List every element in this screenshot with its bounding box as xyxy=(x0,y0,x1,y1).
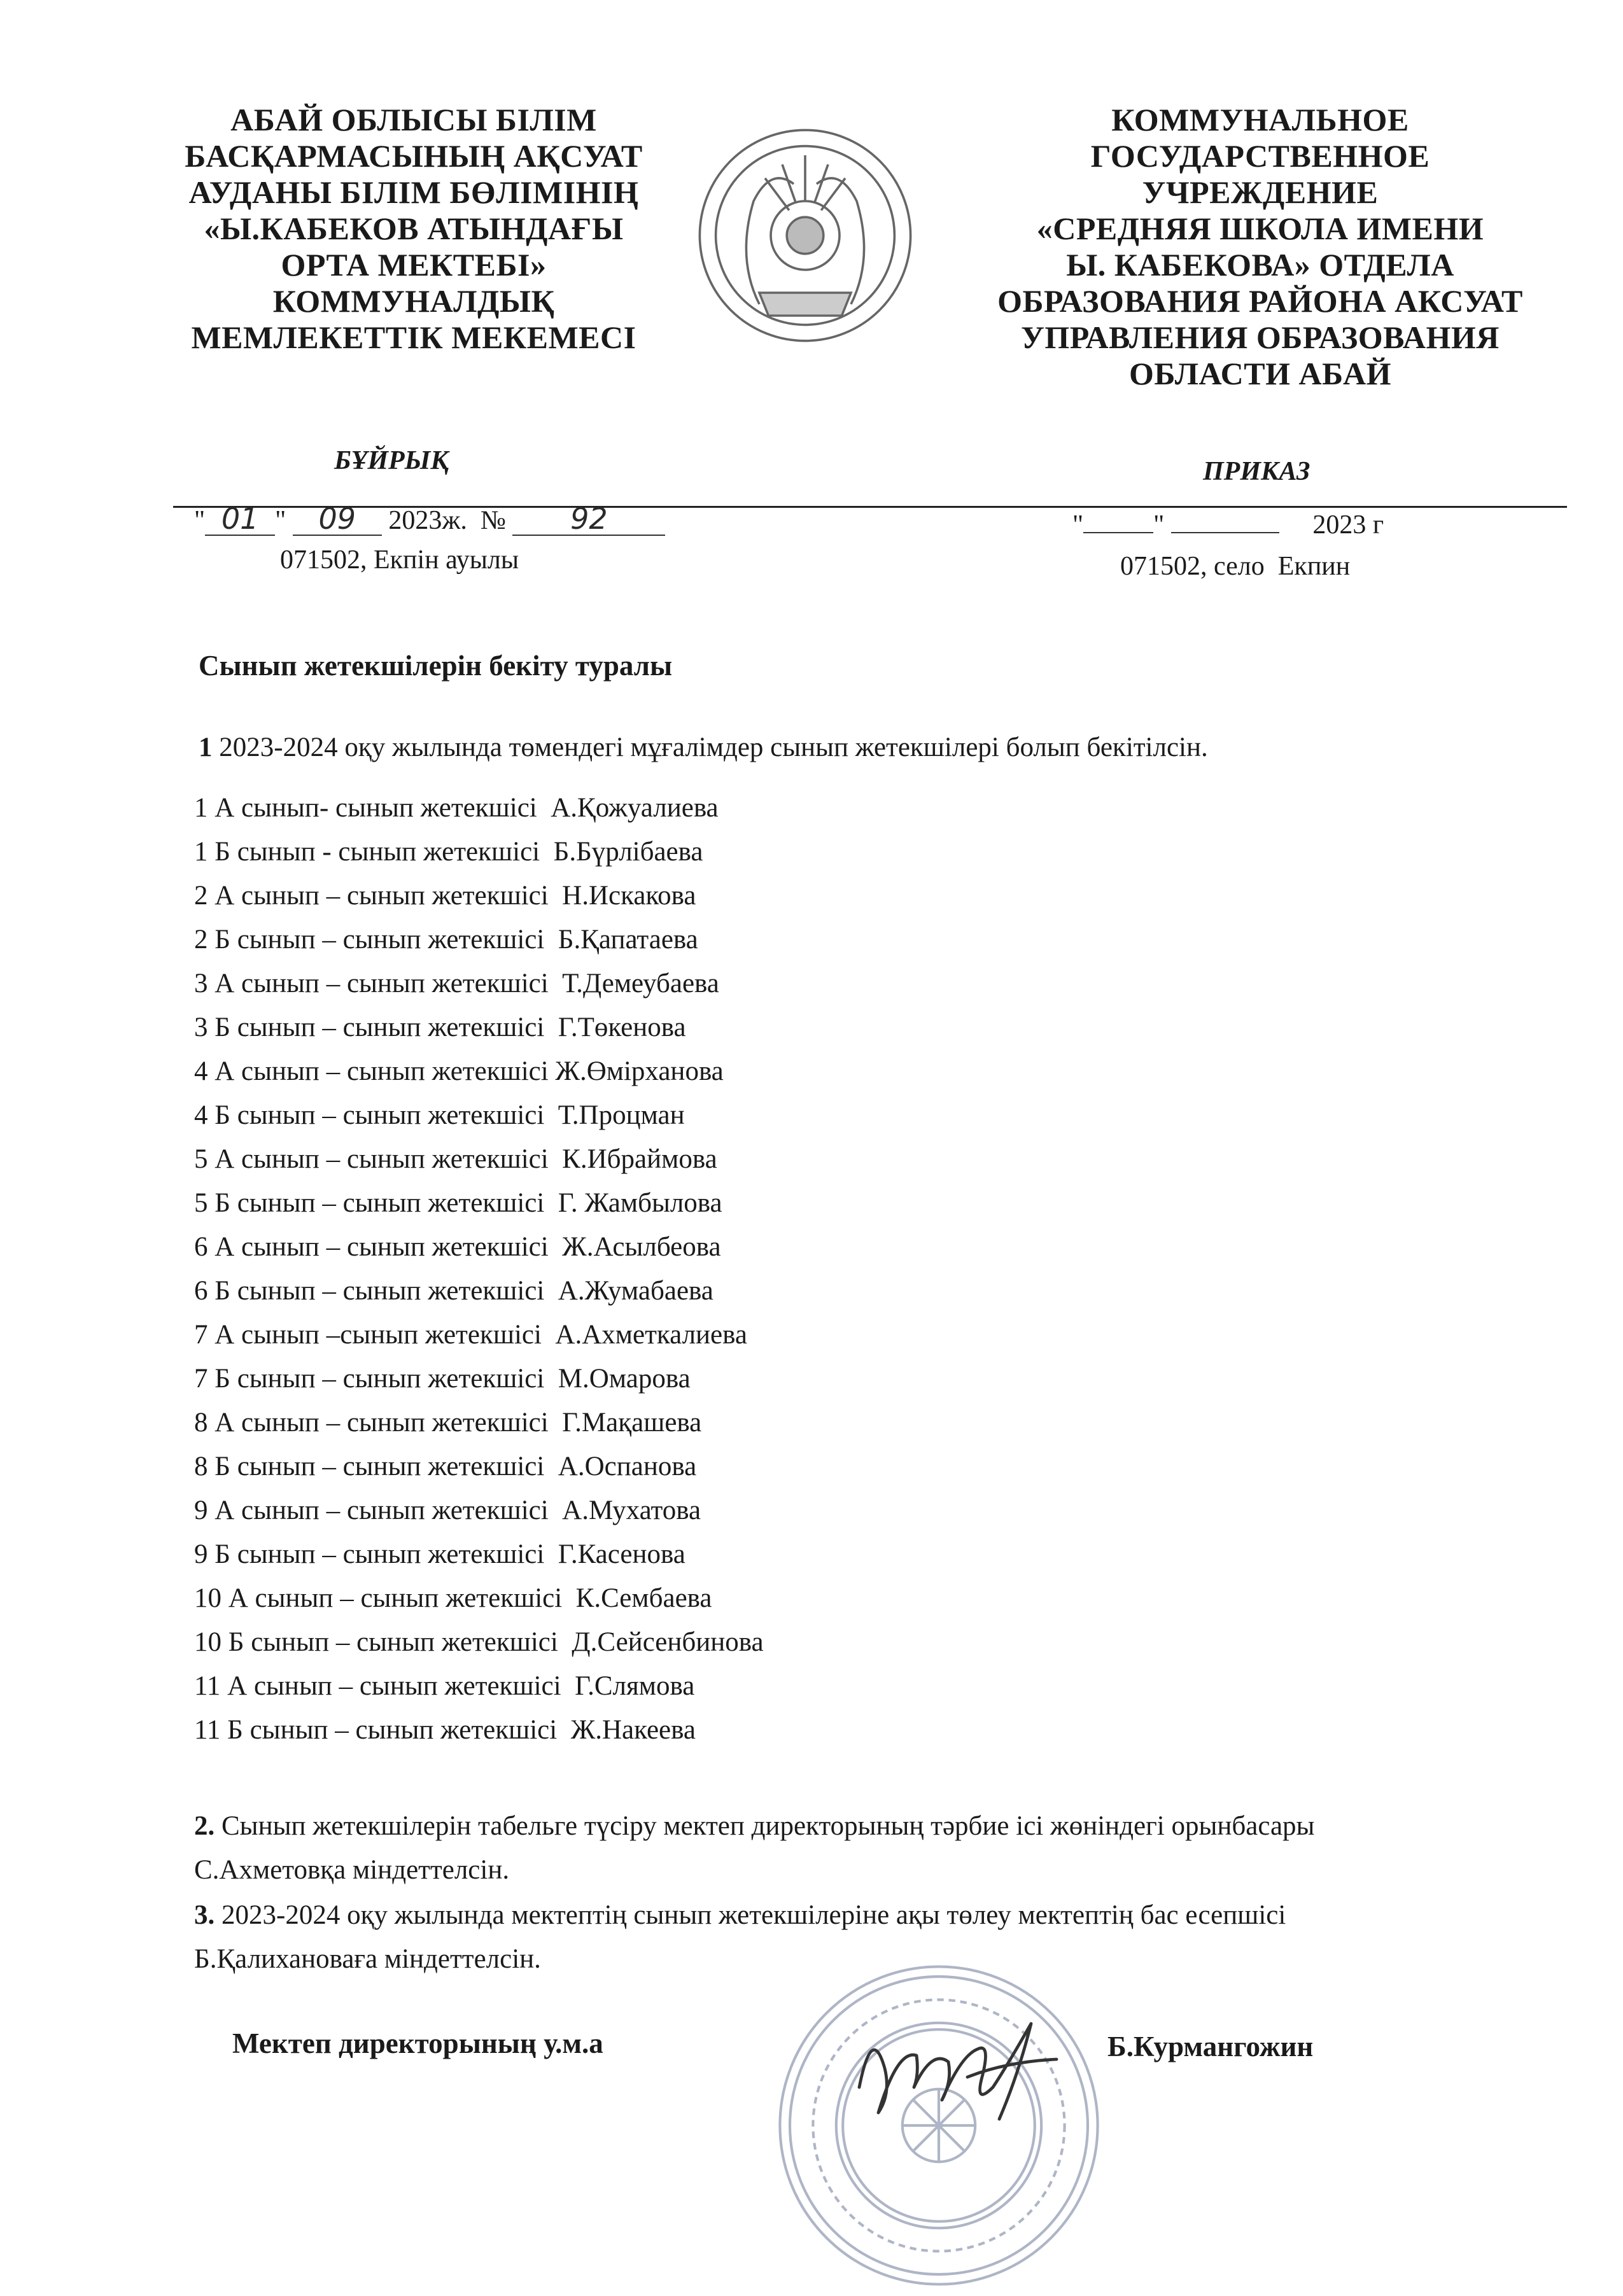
assignment-item: 9 А сынып – сынып жетекшісі А.Мухатова xyxy=(194,1495,701,1525)
signer-title: Мектеп директорының у.м.а xyxy=(232,2027,603,2059)
date-year: 2023ж. xyxy=(388,506,467,535)
assignment-item: 8 А сынып – сынып жетекшісі Г.Мақашева xyxy=(194,1408,702,1438)
signer-name: Б.Курмангожин xyxy=(1107,2031,1314,2062)
assignment-item: 7 Б сынып – сынып жетекшісі М.Омарова xyxy=(194,1364,691,1394)
assignment-item: 4 А сынып – сынып жетекшісі Ж.Өмірханова xyxy=(194,1056,724,1086)
header-kazakh: АБАЙ ОБЛЫСЫ БІЛІМ БАСҚАРМАСЫНЫҢ АҚСУАТ АУДАНЫ БІЛІМ БӨЛІМІНІҢ «Ы.КАБЕКОВ АТЫНДАҒЫ ОРТА МЕКТЕБІ» КОММУНАЛДЫҚ МЕМЛЕКЕТТІК МЕКЕМЕСІ xyxy=(185,102,643,355)
date-year-russian: 2023 г xyxy=(1312,510,1384,540)
assignment-item: 2 Б сынып – сынып жетекшісі Б.Қапатаева xyxy=(194,925,698,955)
assignment-item: 6 А сынып – сынып жетекшісі Ж.Асылбеова xyxy=(194,1232,721,1262)
place-russian: 071502, село Екпин xyxy=(1120,552,1351,581)
date-day: 01 xyxy=(205,503,275,536)
document-title: Сынып жетекшілерін бекіту туралы xyxy=(199,650,673,682)
state-emblem-icon xyxy=(691,121,920,350)
place-kazakh: 071502, Екпін ауылы xyxy=(280,545,519,575)
header-russian: КОММУНАЛЬНОЕ ГОСУДАРСТВЕННОЕ УЧРЕЖДЕНИЕ «СРЕДНЯЯ ШКОЛА ИМЕНИ Ы. КАБЕКОВА» ОТДЕЛА ОБРАЗОВАНИЯ РАЙОНА АКСУАТ УПРАВЛЕНИЯ ОБРАЗОВАНИЯ ОБЛАСТИ АБАЙ xyxy=(997,102,1523,391)
order-item-1: 1 2023-2024 оқу жылында төмендегі мұғалімдер сынып жетекшілері болып бекітілсін. xyxy=(199,732,1208,762)
assignment-item: 9 Б сынып – сынып жетекшісі Г.Касенова xyxy=(194,1539,685,1569)
order-item-2: 2. Сынып жетекшілерін табельге түсіру мектеп директорының тәрбие ісі жөніндегі орынбасары С.Ахметовқа міндеттелсін. xyxy=(194,1811,1315,1885)
order-word-kazakh: БҰЙРЫҚ xyxy=(334,446,449,475)
assignment-item: 5 Б сынып – сынып жетекшісі Г. Жамбылова xyxy=(194,1188,722,1218)
order-date-kazakh: " 01 " 09 2023ж. № 92 xyxy=(194,503,665,536)
teacher-assignment-list xyxy=(194,786,764,1752)
assignment-item: 2 А сынып – сынып жетекшісі Н.Искакова xyxy=(194,881,696,911)
order-number-label: № xyxy=(480,506,506,535)
assignment-item: 10 А сынып – сынып жетекшісі К.Сембаева xyxy=(194,1583,712,1613)
assignment-item: 11 Б сынып – сынып жетекшісі Ж.Накеева xyxy=(194,1715,696,1745)
order-date-russian: " " 2023 г xyxy=(1072,510,1384,540)
assignment-item: 11 А сынып – сынып жетекшісі Г.Слямова xyxy=(194,1671,695,1701)
assignment-item: 3 Б сынып – сынып жетекшісі Г.Төкенова xyxy=(194,1012,686,1042)
order-item-3: 3. 2023-2024 оқу жылында мектептің сынып жетекшілеріне ақы төлеу мектептің бас есепшісі Б.Қалихановаға міндеттелсін. xyxy=(194,1900,1286,1974)
assignment-item: 4 Б сынып – сынып жетекшісі Т.Процман xyxy=(194,1100,685,1130)
assignment-item: 7 А сынып –сынып жетекшісі А.Ахметкалиева xyxy=(194,1320,747,1350)
order-number: 92 xyxy=(512,503,665,536)
assignment-item: 1 А сынып- сынып жетекшісі А.Қожуалиева xyxy=(194,793,719,823)
date-month: 09 xyxy=(293,503,382,536)
assignment-item: 6 Б сынып – сынып жетекшісі А.Жумабаева xyxy=(194,1276,713,1306)
assignment-item: 10 Б сынып – сынып жетекшісі Д.Сейсенбинова xyxy=(194,1627,764,1657)
assignment-item: 8 Б сынып – сынып жетекшісі А.Оспанова xyxy=(194,1452,697,1481)
assignment-item: 3 А сынып – сынып жетекшісі Т.Демеубаева xyxy=(194,969,719,998)
signature-icon xyxy=(840,1998,1069,2138)
assignment-item: 1 Б сынып - сынып жетекшісі Б.Бүрлібаева xyxy=(194,837,703,867)
order-word-russian: ПРИКАЗ xyxy=(1203,457,1310,486)
assignment-item: 5 А сынып – сынып жетекшісі К.Ибраймова xyxy=(194,1144,717,1174)
